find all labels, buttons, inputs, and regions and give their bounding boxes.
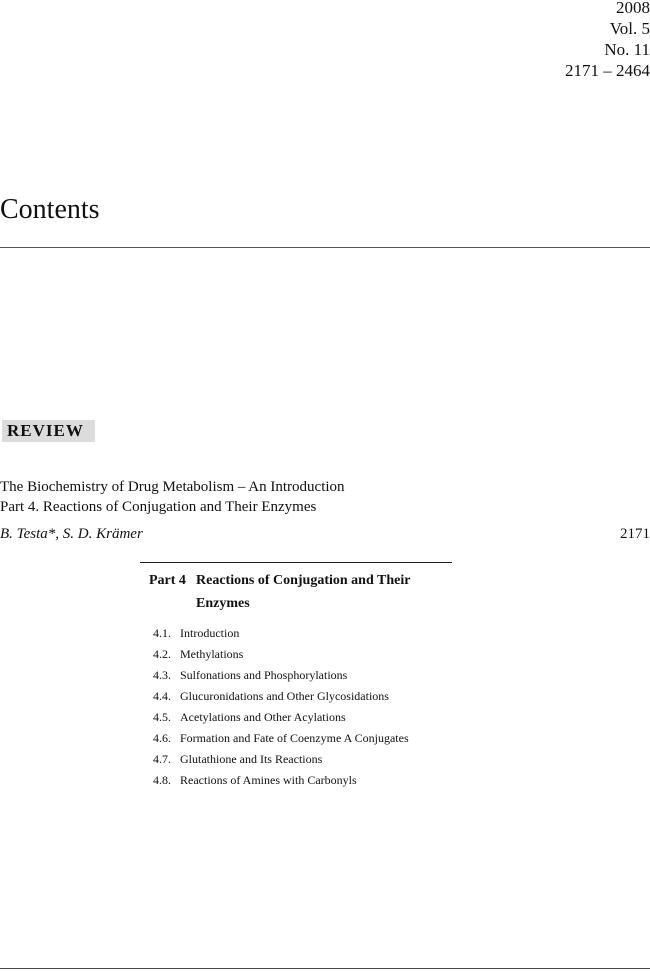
toc-item-text: Methylations bbox=[180, 647, 244, 661]
article-toc bbox=[140, 562, 452, 791]
page-bottom-rule bbox=[0, 968, 650, 969]
toc-item-text: Sulfonations and Phosphorylations bbox=[180, 668, 348, 682]
article-page-number: 2171 bbox=[620, 526, 650, 542]
toc-item bbox=[140, 770, 452, 791]
toc-item bbox=[140, 686, 452, 707]
toc-item bbox=[140, 728, 452, 749]
article-title[interactable] bbox=[0, 477, 345, 517]
title-divider bbox=[0, 247, 650, 248]
toc-item-text: Formation and Fate of Coenzyme A Conjugates bbox=[180, 731, 409, 745]
toc-item-text: Glucuronidations and Other Glycosidations bbox=[180, 689, 389, 703]
toc-item-number: 4.6. bbox=[153, 731, 171, 745]
toc-heading-text: Reactions of Conjugation and Their Enzymes bbox=[196, 573, 411, 611]
toc-heading bbox=[140, 569, 452, 615]
page-title: Contents bbox=[0, 194, 100, 225]
toc-item-number: 4.8. bbox=[153, 773, 171, 787]
toc-item-number: 4.7. bbox=[153, 752, 171, 766]
toc-item-text: Glutathione and Its Reactions bbox=[180, 752, 323, 766]
issue-number: No. 11 bbox=[604, 40, 650, 59]
toc-item-number: 4.5. bbox=[153, 710, 171, 724]
toc-item-text: Acetylations and Other Acylations bbox=[180, 710, 346, 724]
toc-heading-number: Part 4 bbox=[149, 573, 186, 588]
issue-pages: 2171 – 2464 bbox=[565, 61, 650, 80]
toc-item bbox=[140, 749, 452, 770]
toc-item-text: Reactions of Amines with Carbonyls bbox=[180, 773, 357, 787]
article-authors: B. Testa*, S. D. Krämer bbox=[0, 526, 143, 542]
issue-volume: Vol. 5 bbox=[609, 19, 650, 38]
toc-item bbox=[140, 707, 452, 728]
issue-year: 2008 bbox=[616, 0, 650, 17]
toc-item bbox=[140, 623, 452, 644]
section-label: REVIEW bbox=[2, 420, 95, 442]
toc-list bbox=[140, 623, 452, 791]
toc-item-number: 4.2. bbox=[153, 647, 171, 661]
toc-item-number: 4.3. bbox=[153, 668, 171, 682]
article-title-line-2: Part 4. Reactions of Conjugation and Their Enzymes bbox=[0, 499, 317, 515]
toc-top-rule bbox=[140, 562, 452, 563]
toc-item-number: 4.4. bbox=[153, 689, 171, 703]
toc-item-text: Introduction bbox=[180, 626, 240, 640]
article-title-line-1: The Biochemistry of Drug Metabolism – An Introduction bbox=[0, 479, 345, 495]
toc-item bbox=[140, 665, 452, 686]
issue-info bbox=[565, 0, 650, 81]
toc-item bbox=[140, 644, 452, 665]
toc-item-number: 4.1. bbox=[153, 626, 171, 640]
